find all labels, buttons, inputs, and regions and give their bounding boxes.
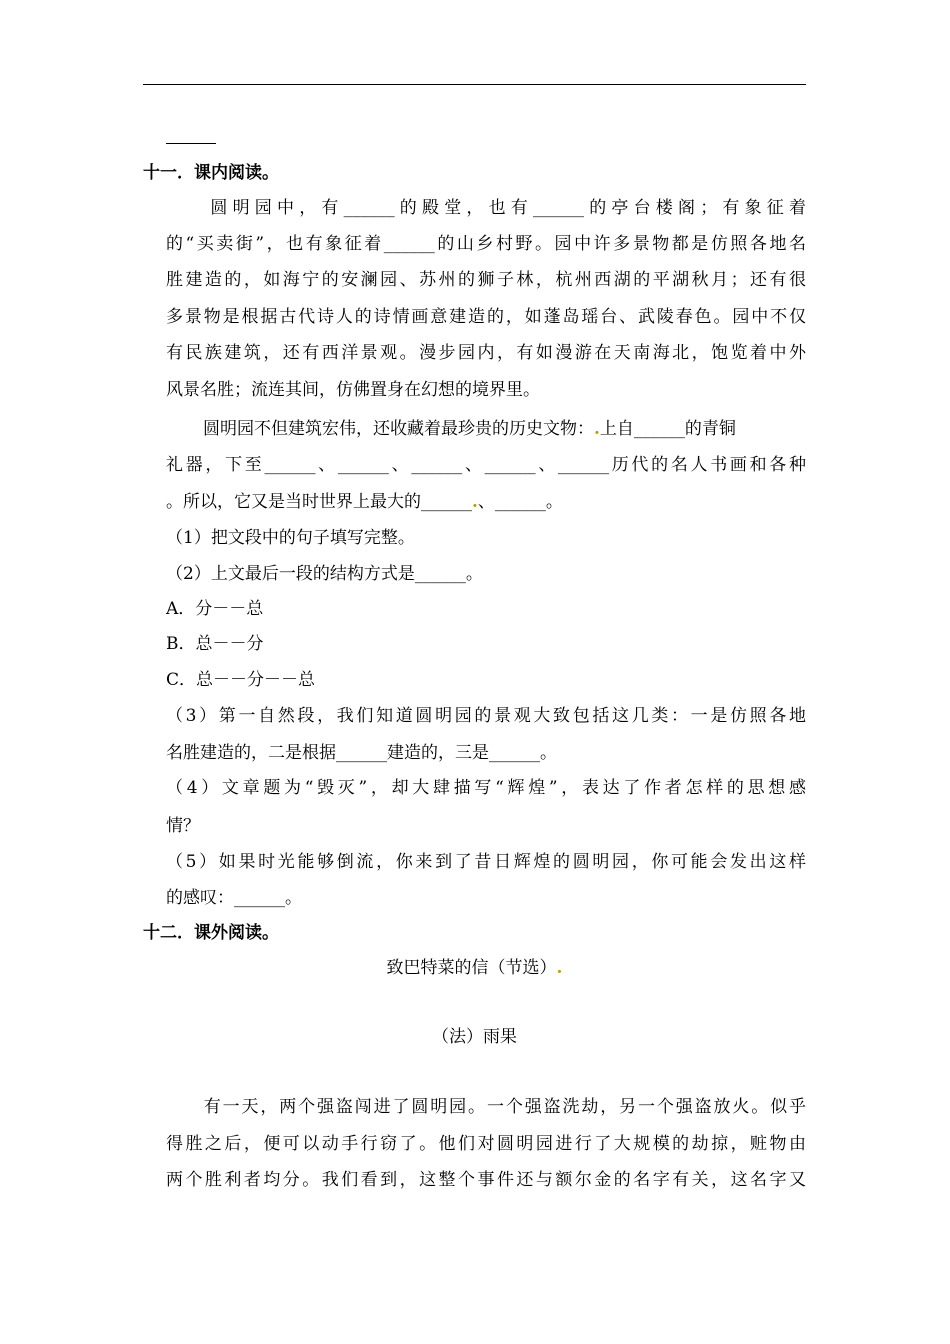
passage2-line-1b: 上自______的青铜 (599, 419, 736, 439)
mark-dot: . (556, 958, 563, 978)
option-c: C．总－－分－－总 (166, 670, 316, 690)
question-4-line-1: （4）文章题为“毁灭”，却大肆描写“辉煌”，表达了作者怎样的思想感 (166, 778, 806, 798)
passage2-line-2: 礼器，下至______、______、______、______、______历代的名人书画和各种 (166, 455, 806, 475)
section-12-title: 十二．课外阅读。 (143, 923, 279, 943)
passage-line-1: 圆明园中，有______的殿堂，也有______的亭台楼阁；有象征着 (166, 198, 806, 218)
passage-line-2: 的“买卖街”，也有象征着______的山乡村野。园中许多景物都是仿照各地名 (166, 234, 806, 254)
article-line-1: 有一天，两个强盗闯进了圆明园。一个强盗洗劫，另一个强盗放火。似乎 (166, 1097, 806, 1117)
question-1: （1）把文段中的句子填写完整。 (166, 528, 415, 548)
article-title (143, 957, 806, 979)
passage2-line-3b: 、______。 (477, 492, 563, 512)
question-4-line-2: 情？ (166, 816, 200, 836)
question-5-line-2: 的感叹：______。 (166, 888, 302, 908)
question-3-line-1: （3）第一自然段，我们知道圆明园的景观大致包括这几类：一是仿照各地 (166, 706, 806, 726)
passage2-line-3a: 。所以，它又是当时世界上最大的______ (166, 492, 472, 512)
question-2: （2）上文最后一段的结构方式是______。 (166, 564, 483, 584)
question-3-line-2: 名胜建造的，二是根据______建造的，三是______。 (166, 743, 557, 763)
passage2-line-3 (166, 491, 563, 513)
passage2-line-1a: 圆明园不但建筑宏伟，还收藏着最珍贵的历史文物： (203, 419, 594, 439)
passage2-line-1 (203, 418, 736, 440)
header-rule (143, 84, 806, 85)
passage-line-3: 胜建造的，如海宁的安澜园、苏州的狮子林，杭州西湖的平湖秋月；还有很 (166, 270, 806, 290)
passage-line-4: 多景物是根据古代诗人的诗情画意建造的，如蓬岛瑶台、武陵春色。园中不仅 (166, 307, 806, 327)
question-5-line-1: （5）如果时光能够倒流，你来到了昔日辉煌的圆明园，你可能会发出这样 (166, 852, 806, 872)
article-line-3: 两个胜利者均分。我们看到，这整个事件还与额尔金的名字有关，这名字又 (166, 1170, 806, 1190)
section-11-title: 十一．课内阅读。 (143, 163, 279, 183)
article-title-text: 致巴特菜的信（节选） (386, 958, 557, 978)
mark-dot: . (594, 419, 600, 439)
article-author: （法）雨果 (432, 1027, 517, 1047)
passage-line-5: 有民族建筑，还有西洋景观。漫步园内，有如漫游在天南海北，饱览着中外 (166, 343, 806, 363)
passage-line-6: 风景名胜；流连其间，仿佛置身在幻想的境界里。 (166, 380, 540, 400)
option-a: A．分－－总 (166, 599, 264, 619)
mark-dot: . (472, 492, 478, 512)
option-b: B．总－－分 (166, 634, 264, 654)
article-line-2: 得胜之后，便可以动手行窃了。他们对圆明园进行了大规模的劫掠，赃物由 (166, 1134, 806, 1154)
answer-blank-line (166, 143, 216, 144)
